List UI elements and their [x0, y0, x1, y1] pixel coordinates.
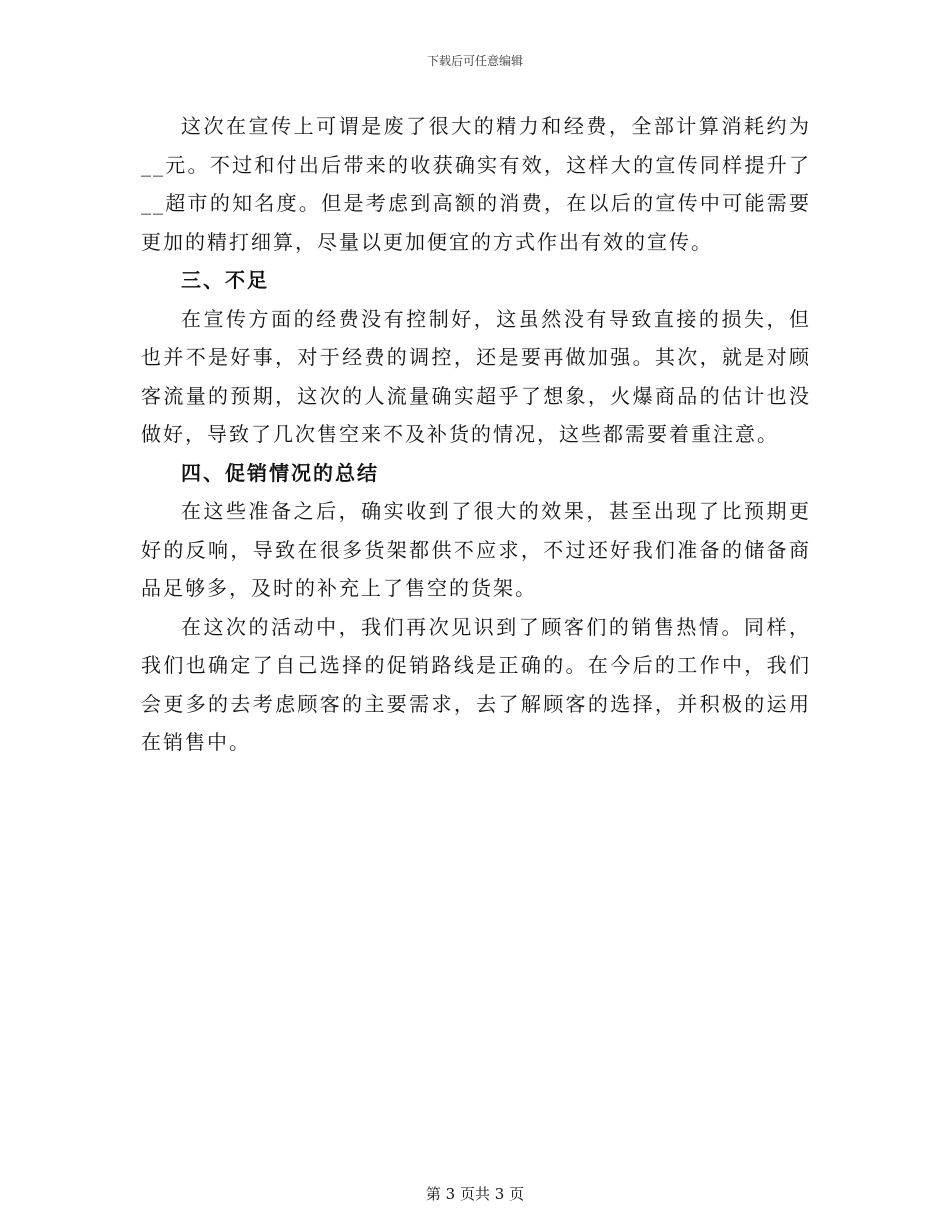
page-header: 下载后可任意编辑 — [426, 54, 523, 68]
paragraph-publicity-cost: 这次在宣传上可谓是废了很大的精力和经费，全部计算消耗约为__元。不过和付出后带来的收获确实有效，这样大的宣传同样提升了__超市的知名度。但是考虑到高额的消费，在以后的宣传中可能需要更加的精打细算，尽量以更加便宜的方式作出有效的宣传。 — [141, 114, 811, 254]
paragraph-summary-effect: 在这些准备之后，确实收到了很大的效果，甚至出现了比预期更好的反响，导致在很多货架都供不应求，不过还好我们准备的储备商品足够多，及时的补充上了售空的货架。 — [141, 499, 811, 600]
paragraph-summary-conclusion: 在这次的活动中，我们再次见识到了顾客们的销售热情。同样，我们也确定了自己选择的促销路线是正确的。在今后的工作中，我们会更多的去考虑顾客的主要需求，去了解顾客的选择，并积极的运用在销售中。 — [141, 614, 811, 754]
section-heading-summary: 四、促销情况的总结 — [181, 460, 379, 485]
document-body — [141, 107, 811, 762]
section-heading-shortcomings: 三、不足 — [181, 268, 269, 292]
paragraph-shortcomings: 在宣传方面的经费没有控制好，这虽然没有导致直接的损失，但也并不是好事，对于经费的调控，还是要再做加强。其次，就是对顾客流量的预期，这次的人流量确实超乎了想象，火爆商品的估计也没做好，导致了几次售空来不及补货的情况，这些都需要着重注意。 — [141, 306, 811, 446]
page-footer: 第 3 页共 3 页 — [425, 1185, 525, 1203]
